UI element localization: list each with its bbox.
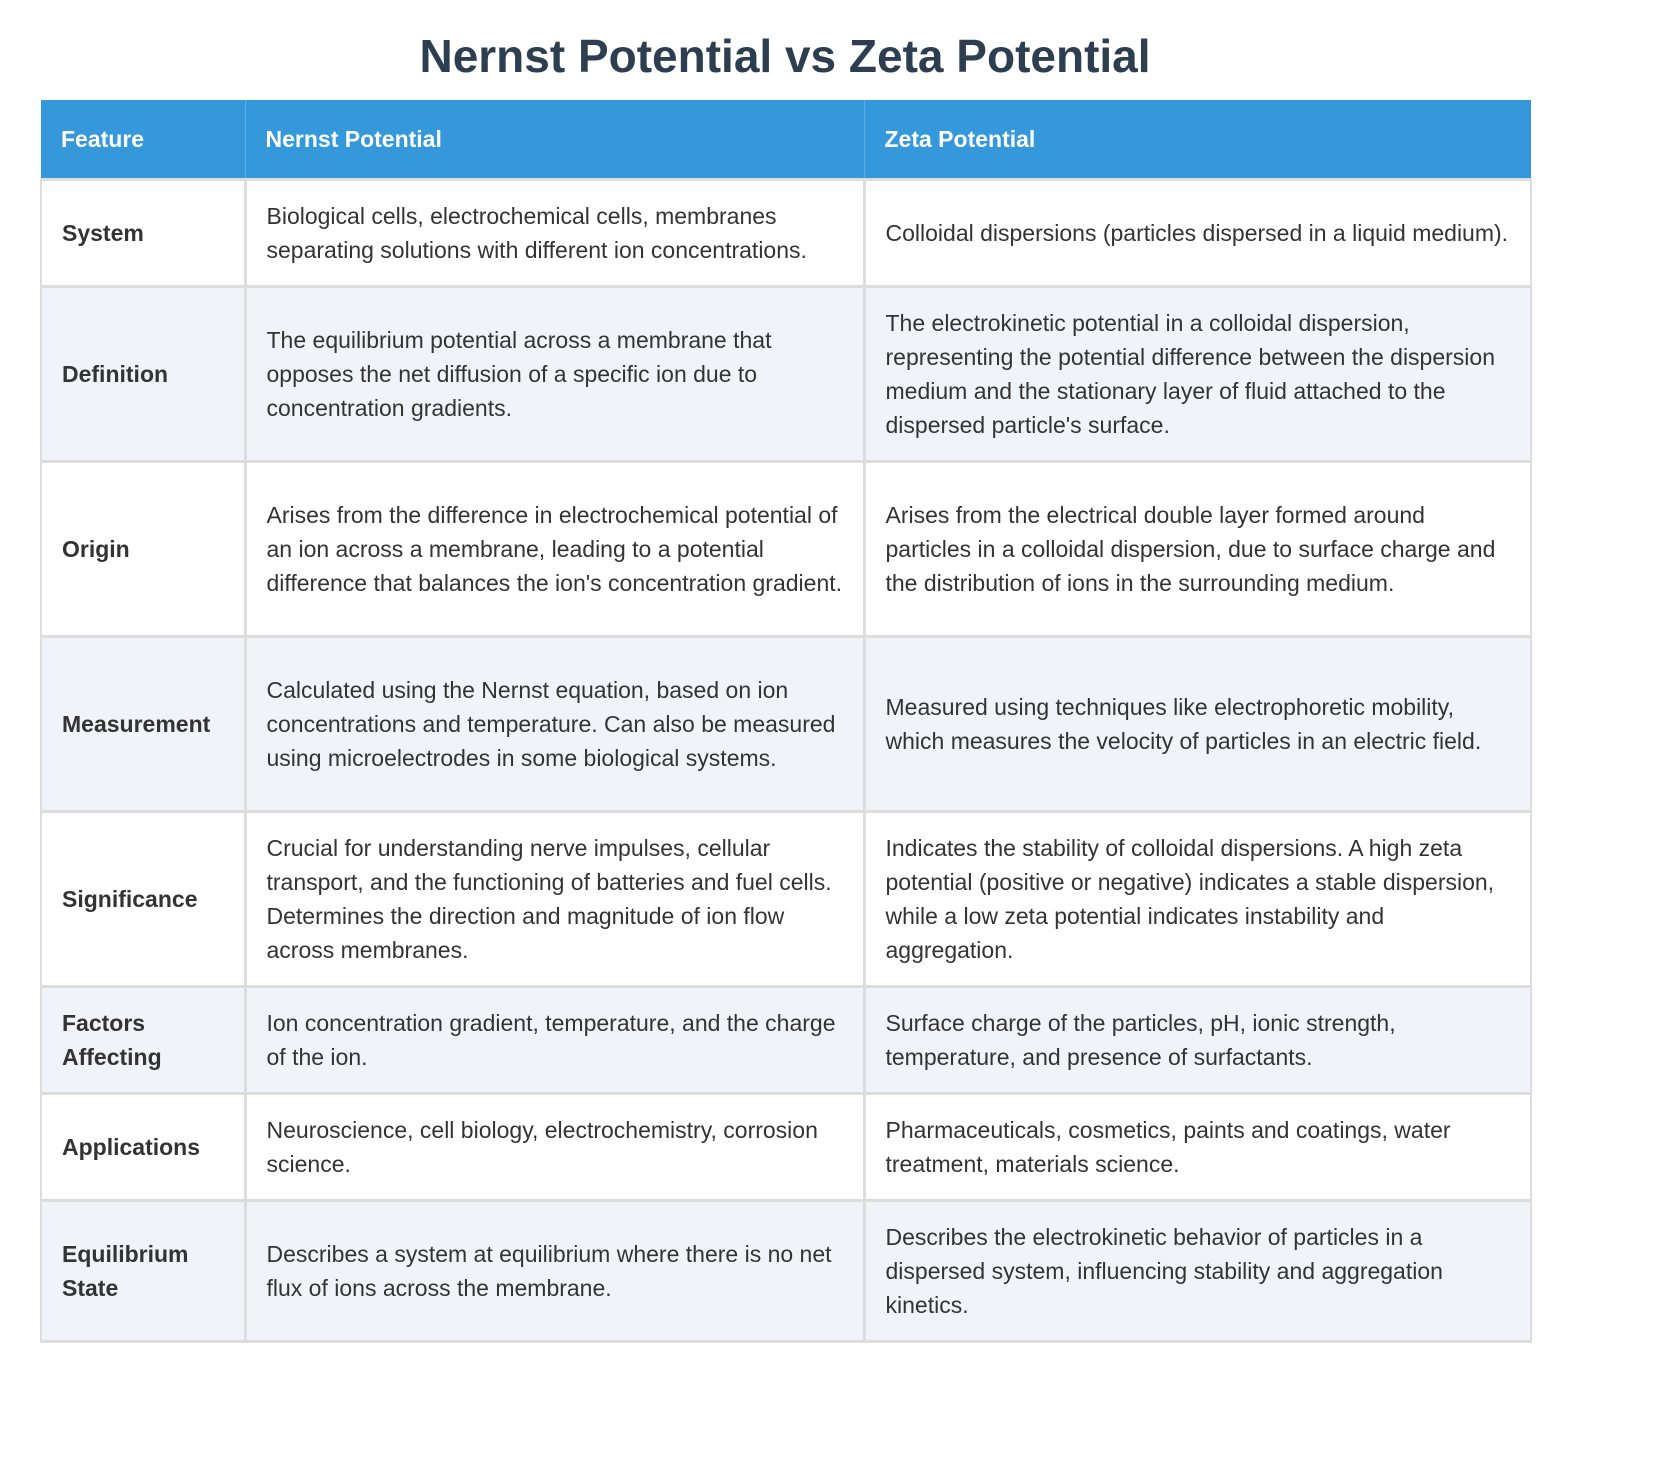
table-row (41, 987, 1531, 1094)
table-row (41, 180, 1531, 287)
zeta-cell: Pharmaceuticals, cosmetics, paints and coatings, water treatment, materials science. (864, 1094, 1531, 1201)
zeta-cell: Measured using techniques like electrophoretic mobility, which measures the velocity of particles in an electric field. (864, 637, 1531, 812)
table-row (41, 462, 1531, 637)
zeta-cell: Colloidal dispersions (particles dispersed in a liquid medium). (864, 180, 1531, 287)
nernst-cell: Describes a system at equilibrium where there is no net flux of ions across the membrane. (245, 1201, 864, 1342)
table-header-row (41, 100, 1531, 180)
nernst-cell: Calculated using the Nernst equation, based on ion concentrations and temperature. Can also be measured using microelectrodes in some biological systems. (245, 637, 864, 812)
header-nernst: Nernst Potential (245, 100, 864, 180)
table-row (41, 1201, 1531, 1342)
feature-cell: Factors Affecting (41, 987, 245, 1094)
table-row (41, 1094, 1531, 1201)
feature-cell: Applications (41, 1094, 245, 1201)
feature-cell: Origin (41, 462, 245, 637)
feature-cell: Definition (41, 287, 245, 462)
zeta-cell: Arises from the electrical double layer formed around particles in a colloidal dispersion, due to surface charge and the distribution of ions in the surrounding medium. (864, 462, 1531, 637)
zeta-cell: Indicates the stability of colloidal dispersions. A high zeta potential (positive or negative) indicates a stable dispersion, while a low zeta potential indicates instability and aggregation. (864, 812, 1531, 987)
nernst-cell: Neuroscience, cell biology, electrochemistry, corrosion science. (245, 1094, 864, 1201)
table-row (41, 287, 1531, 462)
table-row (41, 637, 1531, 812)
header-zeta: Zeta Potential (864, 100, 1531, 180)
feature-cell: Measurement (41, 637, 245, 812)
table-row (41, 812, 1531, 987)
page-title: Nernst Potential vs Zeta Potential (419, 30, 1151, 82)
zeta-cell: Describes the electrokinetic behavior of particles in a dispersed system, influencing stability and aggregation kinetics. (864, 1201, 1531, 1342)
feature-cell: System (41, 180, 245, 287)
comparison-table (40, 100, 1532, 1343)
nernst-cell: The equilibrium potential across a membrane that opposes the net diffusion of a specific ion due to concentration gradients. (245, 287, 864, 462)
feature-cell: Equilibrium State (41, 1201, 245, 1342)
nernst-cell: Crucial for understanding nerve impulses, cellular transport, and the functioning of batteries and fuel cells. Determines the direction and magnitude of ion flow across membranes. (245, 812, 864, 987)
nernst-cell: Ion concentration gradient, temperature, and the charge of the ion. (245, 987, 864, 1094)
zeta-cell: The electrokinetic potential in a colloidal dispersion, representing the potential difference between the dispersion medium and the stationary layer of fluid attached to the dispersed particle's surface. (864, 287, 1531, 462)
zeta-cell: Surface charge of the particles, pH, ionic strength, temperature, and presence of surfactants. (864, 987, 1531, 1094)
nernst-cell: Arises from the difference in electrochemical potential of an ion across a membrane, leading to a potential difference that balances the ion's concentration gradient. (245, 462, 864, 637)
feature-cell: Significance (41, 812, 245, 987)
nernst-cell: Biological cells, electrochemical cells, membranes separating solutions with different ion concentrations. (245, 180, 864, 287)
header-feature: Feature (41, 100, 245, 180)
